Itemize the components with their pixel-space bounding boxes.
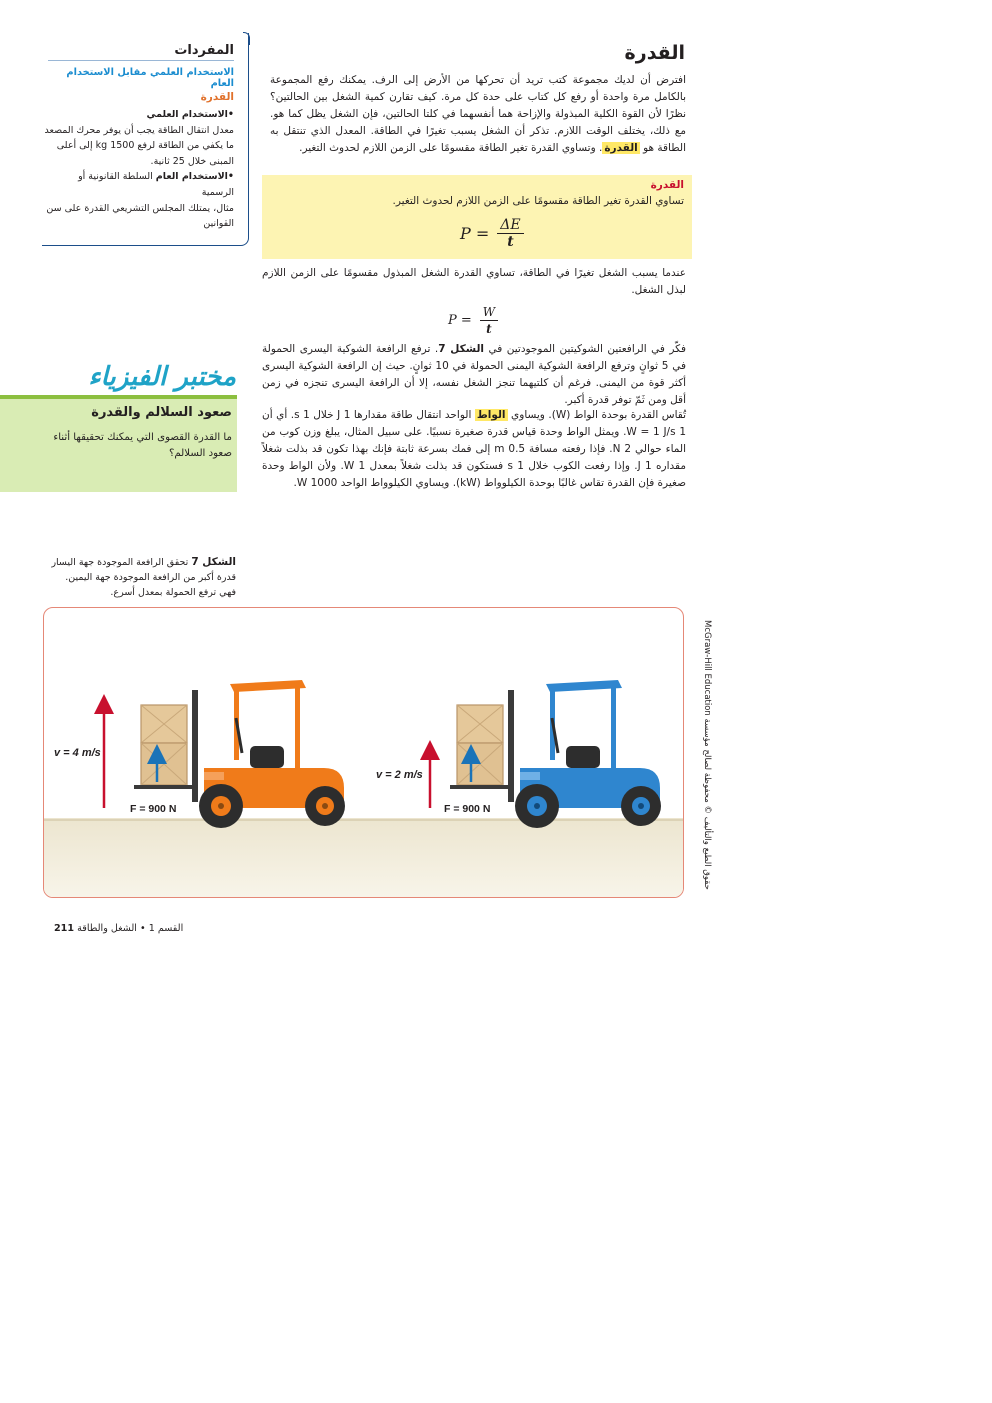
power-energy-formula: P = $\frac{\Delta E}{t}$	[460, 217, 524, 250]
watt-term-highlight: الواط	[476, 409, 506, 421]
physics-lab-divider	[0, 395, 237, 399]
right-force-label: F = 900 N	[444, 803, 491, 815]
formula-denominator: t	[486, 322, 492, 336]
forklift-illustration	[44, 608, 684, 898]
scientific-use-text: معدل انتقال الطاقة يجب أن يوفر محرك المصعد ما يكفي من الطاقة لرفع 1500 kg إلى أعلى المبنى خلال 25 ثانية.	[44, 124, 234, 167]
common-use-example: مثال، يمتلك المجلس التشريعي القدرة على سن القوانين	[46, 202, 234, 230]
scientific-use-label: •الاستخدام العلمي	[146, 109, 234, 120]
left-force-label: F = 900 N	[130, 803, 177, 815]
floor	[44, 818, 684, 898]
formula-numerator: ΔE	[497, 217, 523, 234]
physics-lab-question: ما القدرة القصوى التي يمكنك تحقيقها أثناء صعود السلالم؟	[53, 432, 232, 459]
forklift-figure	[43, 607, 684, 898]
right-velocity-label: v = 2 m/s	[376, 769, 423, 781]
power-work-formula: P = $\frac{W}{t}$	[448, 304, 498, 337]
watt-paragraph: تُقاس القدرة بوحدة الواط (W). ويساوي الواط الواحد انتقال طاقة مقدارها 1 J خلال 1 s. أي أن 1 W = 1 J/s. ويمثل الواط وحدة قياس قدرة صغيرة نسبيًا. على سبيل المثال، يبلغ وزن كوب من الماء حوالي 2 N. فإذا رفعته مسافة 0.5 m إلى فمك بسرعة ثابتة فإنك بهذا تكون قد بذلت شغلاً مقداره 1 J. وإذا رفعت الكوب خلال 1 s فستكون قد بذلت شغلاً بمعدل 1 W. ولأن الواط وحدة صغيرة فإن القدرة تقاس غالبًا بوحدة الكيلوواط (kW). ويساوي الكيلوواط الواحد 1000 W.	[262, 409, 687, 489]
power-term-highlight: القدرة	[604, 142, 638, 154]
page-number: 211	[54, 923, 75, 934]
formula-denominator: t	[507, 234, 514, 250]
definition-title: القدرة	[650, 179, 684, 191]
vocabulary-title: المفردات	[174, 43, 234, 58]
work-paragraph: عندما يسبب الشغل تغيرًا في الطاقة، تساوي القدرة الشغل المبذول مقسومًا على الزمن اللازم لبذل الشغل.	[262, 267, 686, 296]
footer-section: القسم 1 • الشغل والطاقة	[77, 923, 184, 934]
copyright-notice: حقوق الطبع والتأليف © محفوظة لصالح مؤسسة McGraw-Hill Education	[702, 620, 712, 890]
physics-lab-subtitle: صعود السلالم والقدرة	[91, 405, 232, 420]
physics-lab-title: مختبر الفيزياء	[88, 362, 236, 392]
forklift-paragraph: فكّر في الرافعتين الشوكيتين الموجودتين في الشكل 7. ترفع الرافعة الشوكية اليسرى الحمولة في 5 ثوانٍ وترفع الرافعة الشوكية اليمنى الحمولة في 10 ثوانٍ. حيث إن الرافعة الشوكية اليسرى أكثر قوة من اليمنى. فرغم أن كلتيهما تنجز الشغل نفسه، إلا أن الرافعة اليسرى تنجزه في زمن أقل ومن ثَمّ توفر قدرة أكبر.	[262, 343, 686, 406]
common-use-label: •الاستخدام العام	[155, 171, 234, 183]
vocabulary-subtitle: الاستخدام العلمي مقابل الاستخدام العام	[66, 67, 234, 89]
vocabulary-body	[44, 107, 234, 232]
left-velocity-label: v = 4 m/s	[54, 747, 101, 759]
definition-text: تساوي القدرة تغير الطاقة مقسومًا على الزمن اللازم لحدوث التغير.	[392, 195, 684, 207]
intro-paragraph: افترض أن لديك مجموعة كتب تريد أن تحركها من الأرض إلى الرف. يمكنك رفع المجموعة بالكامل مرة واحدة أو رفع كل كتاب على حدة كل مرة. كيف تقارن كمية الشغل بين الحالتين؟ نظرًا لأن القوة الكلية المبذولة والإزاحة هما أنفسهما في كلتا الحالتين، فإن الشغل يظل كما هو. مع ذلك، يختلف الوقت اللازم. تذكر أن الشغل يسبب تغيرًا في الطاقة. المعدل الذي تنتقل به الطاقة هو القدرة. وتساوي القدرة تغير الطاقة مقسومًا على الزمن اللازم لحدوث التغير.	[270, 74, 686, 154]
common-use-text: السلطة القانونية أو الرسمية	[78, 171, 234, 198]
vocabulary-sidebar	[42, 33, 249, 246]
definition-box	[262, 175, 692, 259]
vocabulary-term: القدرة	[200, 91, 234, 103]
figure-caption	[48, 555, 236, 600]
figure-reference: الشكل 7	[438, 343, 485, 355]
formula-numerator: W	[480, 304, 498, 321]
vocabulary-divider	[48, 60, 234, 61]
figure-caption-text: تحقق الرافعة الموجودة جهة اليسار قدرة أكبر من الرافعة الموجودة جهة اليمين. فهي ترفع الحمولة بمعدل أسرع.	[51, 557, 236, 598]
section-title: القدرة	[624, 42, 685, 64]
page-footer	[44, 923, 183, 934]
figure-label: الشكل 7	[191, 556, 236, 568]
